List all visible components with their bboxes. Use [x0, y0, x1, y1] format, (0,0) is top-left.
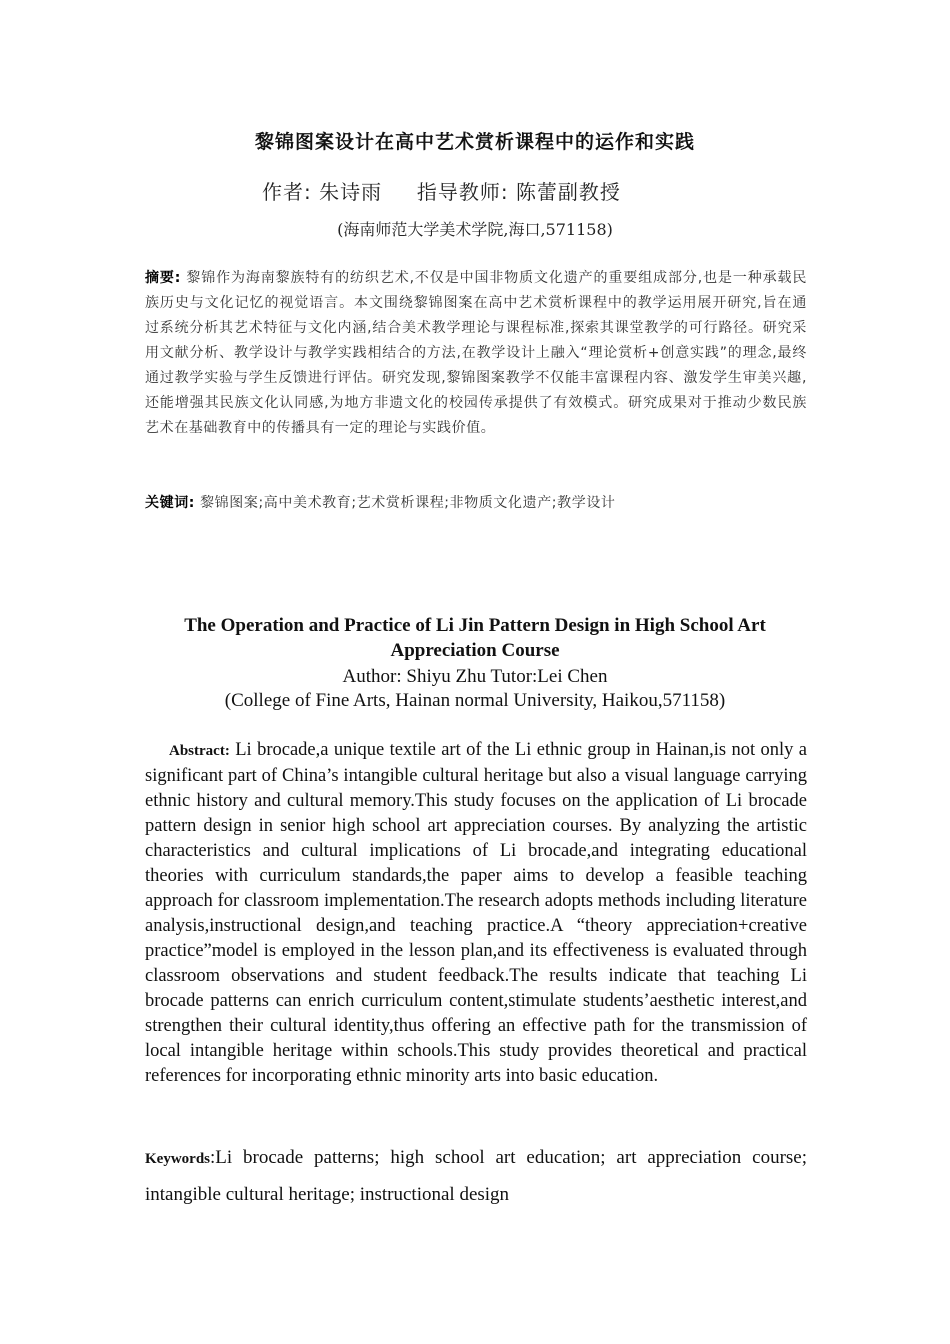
english-title: The Operation and Practice of Li Jin Pattern Design in High School Art Appreciation Course [184, 615, 766, 661]
chinese-keywords-label: 关键词: [145, 495, 195, 511]
english-abstract-text: Li brocade,a unique textile art of the Li ethnic group in Hainan,is not only a significant part of China’s intangible cultural heritage but also a visual language carrying ethnic history and cultural memory.This study focuses on the application of Li brocade pattern design in senior high school art appreciation courses. By analyzing the artistic characteristics and cultural implications of Li brocade,and integrating educational theories with curriculum standards,the paper aims to develop a feasible teaching approach for classroom implementation.The research adopts methods including literature analysis,instructional design,and teaching practice.A “theory appreciation+creative practice”model is employed in the lesson plan,and its effectiveness is evaluated through classroom observations and student feedback.The results indicate that teaching Li brocade patterns can enrich curriculum content,stimulate students’aesthetic interest,and strengthen their cultural identity,thus offering an effective path for the transmission of local intangible heritage within schools.This study provides theoretical and practical references for incorporating ethnic minority arts into basic education. [145, 740, 808, 1086]
english-author-line: Author: Shiyu Zhu Tutor:Lei Chen [342, 666, 608, 687]
chinese-title: 黎锦图案设计在高中艺术赏析课程中的运作和实践 [254, 131, 695, 153]
author-name: 朱诗雨 [319, 180, 383, 204]
chinese-keywords-text: 黎锦图案;高中美术教育;艺术赏析课程;非物质文化遗产;教学设计 [200, 495, 616, 511]
english-keywords-separator: : [210, 1147, 216, 1168]
chinese-affiliation: (海南师范大学美术学院,海口,571158) [337, 220, 613, 239]
chinese-abstract [145, 266, 807, 441]
tutor-name: 陈蕾副教授 [515, 180, 621, 204]
english-keywords [145, 1140, 807, 1212]
chinese-abstract-label: 摘要: [145, 270, 181, 286]
english-keywords-label: Keywords [145, 1151, 210, 1167]
author-label: 作者: [262, 180, 312, 204]
chinese-author-line [262, 176, 621, 205]
english-abstract [145, 738, 807, 1089]
english-abstract-label: Abstract: [169, 743, 230, 759]
english-keywords-text: Li brocade patterns; high school art education; art appreciation course; intangible cultural heritage; instructional design [145, 1147, 807, 1205]
chinese-keywords [145, 491, 807, 516]
english-affiliation: (College of Fine Arts, Hainan normal University, Haikou,571158) [224, 690, 726, 711]
tutor-label: 指导教师: [416, 180, 509, 204]
chinese-abstract-text: 黎锦作为海南黎族特有的纺织艺术,不仅是中国非物质文化遗产的重要组成部分,也是一种承载民族历史与文化记忆的视觉语言。本文围绕黎锦图案在高中艺术赏析课程中的教学运用展开研究,旨在通过系统分析其艺术特征与文化内涵,结合美术教学理论与课程标准,探索其课堂教学的可行路径。研究采用文献分析、教学设计与教学实践相结合的方法,在教学设计上融入“理论赏析+创意实践”的理念,最终通过教学实验与学生反馈进行评估。研究发现,黎锦图案教学不仅能丰富课程内容、激发学生审美兴趣,还能增强其民族文化认同感,为地方非遗文化的校园传承提供了有效模式。研究成果对于推动少数民族艺术在基础教育中的传播具有一定的理论与实践价值。 [145, 270, 807, 436]
